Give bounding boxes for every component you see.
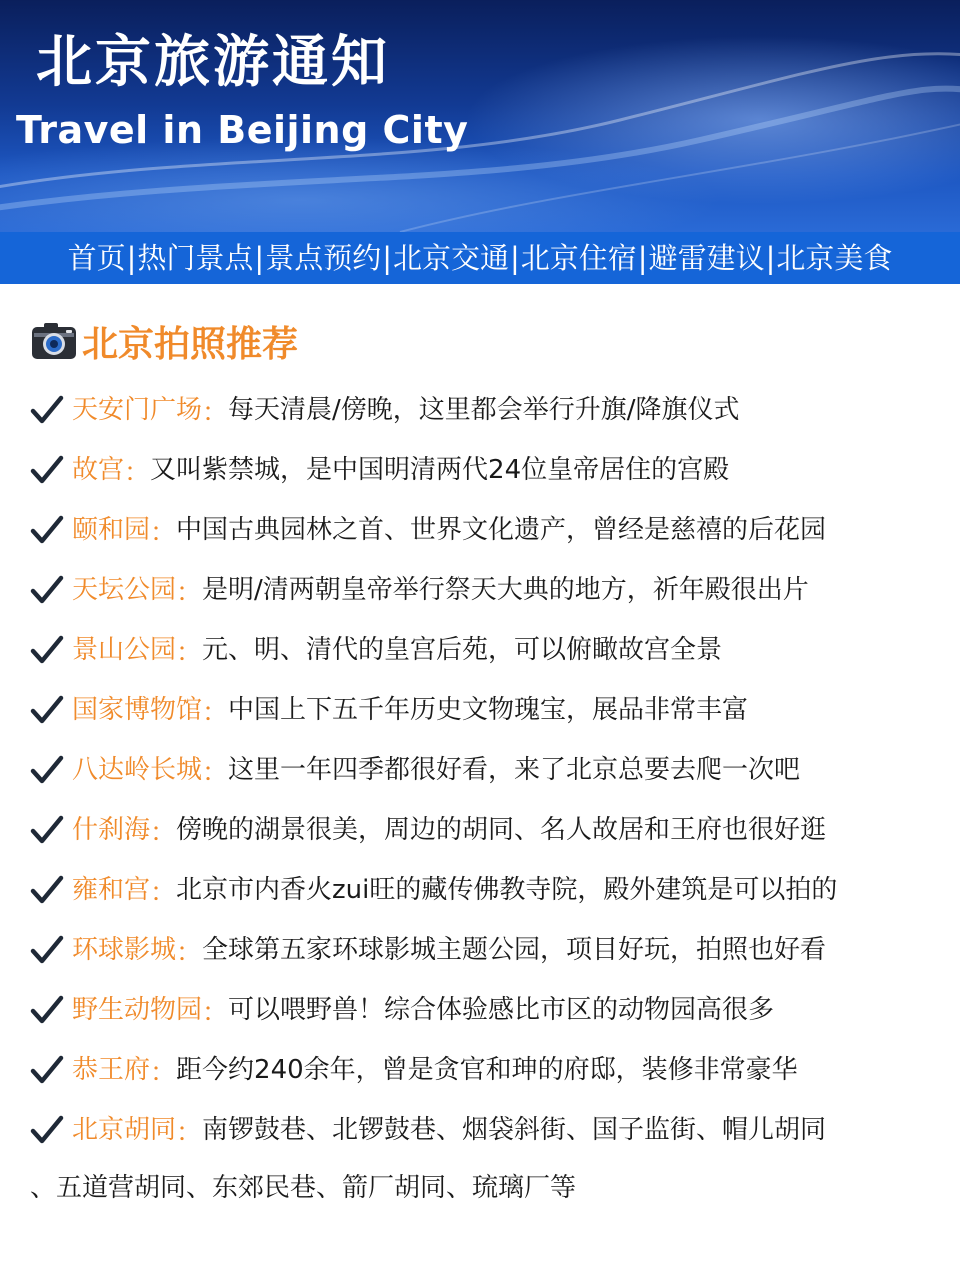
nav-item-1[interactable]: 热门景点 xyxy=(137,241,254,275)
spot-description: 每天清晨/傍晚，这里都会举行升旗/降旗仪式 xyxy=(228,395,740,425)
spot-description: 北京市内香火zui旺的藏传佛教寺院，殿外建筑是可以拍的 xyxy=(176,875,838,905)
spot-description: 傍晚的湖景很美，周边的胡同、名人故居和王府也很好逛 xyxy=(176,815,827,845)
spot-description: 南锣鼓巷、北锣鼓巷、烟袋斜街、国子监街、帽儿胡同 xyxy=(202,1115,827,1145)
spot-description: 又叫紫禁城，是中国明清两代24位皇帝居住的宫殿 xyxy=(150,455,730,485)
header-banner xyxy=(0,0,960,232)
spot-name: 天坛公园 xyxy=(72,575,177,605)
list-item xyxy=(30,440,950,500)
nav-separator: | xyxy=(126,241,137,275)
spot-colon: ： xyxy=(124,457,151,488)
checkmark-icon xyxy=(30,394,64,426)
list-continuation: 、五道营胡同、东郊民巷、箭厂胡同、琉璃厂等 xyxy=(30,1173,577,1203)
spot-name: 国家博物馆 xyxy=(72,695,203,725)
checkmark-icon xyxy=(30,994,64,1026)
nav-separator: | xyxy=(382,241,392,275)
nav-item-5[interactable]: 避雷建议 xyxy=(648,241,765,275)
nav-separator: | xyxy=(510,241,520,275)
spot-description: 距今约240余年，曾是贪官和珅的府邸，装修非常豪华 xyxy=(176,1055,798,1085)
list-item xyxy=(30,980,950,1040)
spot-description: 是明/清两朝皇帝举行祭天大典的地方，祈年殿很出片 xyxy=(202,575,809,605)
spot-colon: ： xyxy=(202,697,229,728)
checkmark-icon xyxy=(30,754,64,786)
checkmark-icon xyxy=(30,1054,64,1086)
spot-name: 恭王府 xyxy=(72,1055,151,1085)
list-item xyxy=(30,920,950,980)
list-item xyxy=(30,380,950,440)
spot-description: 可以喂野兽！综合体验感比市区的动物园高很多 xyxy=(228,995,775,1025)
spot-colon: ： xyxy=(176,937,203,968)
spot-name: 故宫 xyxy=(72,455,125,485)
nav-separator: | xyxy=(637,241,648,275)
checkmark-icon xyxy=(30,634,64,666)
list-item xyxy=(30,740,950,800)
list-item xyxy=(30,860,950,920)
spot-colon: ： xyxy=(202,757,229,788)
spot-name: 野生动物园 xyxy=(72,995,203,1025)
list-item xyxy=(30,560,950,620)
checkmark-icon xyxy=(30,574,64,606)
spot-colon: ： xyxy=(176,1117,203,1148)
spot-name: 天安门广场 xyxy=(72,395,203,425)
page-subtitle: Travel in Beijing City xyxy=(16,108,469,152)
nav-item-6[interactable]: 北京美食 xyxy=(776,241,893,275)
list-item xyxy=(30,500,950,560)
spot-colon: ： xyxy=(150,517,177,548)
list-item xyxy=(30,800,950,860)
spot-colon: ： xyxy=(176,577,203,608)
section-title: 北京拍照推荐 xyxy=(82,323,299,365)
checkmark-icon xyxy=(30,874,64,906)
spot-description: 这里一年四季都很好看，来了北京总要去爬一次吧 xyxy=(228,755,801,785)
spot-name: 景山公园 xyxy=(72,635,177,665)
nav-item-4[interactable]: 北京住宿 xyxy=(520,241,637,275)
nav-item-2[interactable]: 景点预约 xyxy=(265,241,382,275)
page-title: 北京旅游通知 xyxy=(36,30,390,95)
spot-name: 雍和宫 xyxy=(72,875,151,905)
spot-description: 中国古典园林之首、世界文化遗产，曾经是慈禧的后花园 xyxy=(176,515,827,545)
list-item xyxy=(30,1100,950,1160)
spot-name: 什刹海 xyxy=(72,815,151,845)
nav-separator: | xyxy=(254,241,265,275)
spot-name: 八达岭长城 xyxy=(72,755,203,785)
checkmark-icon xyxy=(30,934,64,966)
spot-name: 环球影城 xyxy=(72,935,177,965)
spot-description: 元、明、清代的皇宫后苑，可以俯瞰故宫全景 xyxy=(202,635,723,665)
spot-colon: ： xyxy=(150,817,177,848)
spot-description: 全球第五家环球影城主题公园，项目好玩，拍照也好看 xyxy=(202,935,827,965)
nav-item-0[interactable]: 首页 xyxy=(67,241,126,275)
nav-item-3[interactable]: 北京交通 xyxy=(392,241,509,275)
spot-name: 颐和园 xyxy=(72,515,151,545)
spot-colon: ： xyxy=(202,397,229,428)
spot-colon: ： xyxy=(202,997,229,1028)
list-item xyxy=(30,620,950,680)
list-item xyxy=(30,680,950,740)
camera-icon xyxy=(30,321,78,361)
spot-colon: ： xyxy=(150,1057,177,1088)
checkmark-icon xyxy=(30,694,64,726)
spot-description: 中国上下五千年历史文物瑰宝，展品非常丰富 xyxy=(228,695,749,725)
spot-list xyxy=(30,380,950,1160)
nav-separator: | xyxy=(765,241,776,275)
checkmark-icon xyxy=(30,514,64,546)
top-nav xyxy=(0,232,960,284)
checkmark-icon xyxy=(30,454,64,486)
checkmark-icon xyxy=(30,1114,64,1146)
spot-colon: ： xyxy=(150,877,177,908)
spot-colon: ： xyxy=(176,637,203,668)
checkmark-icon xyxy=(30,814,64,846)
spot-name: 北京胡同 xyxy=(72,1115,177,1145)
list-item xyxy=(30,1040,950,1100)
section-header xyxy=(30,316,298,366)
